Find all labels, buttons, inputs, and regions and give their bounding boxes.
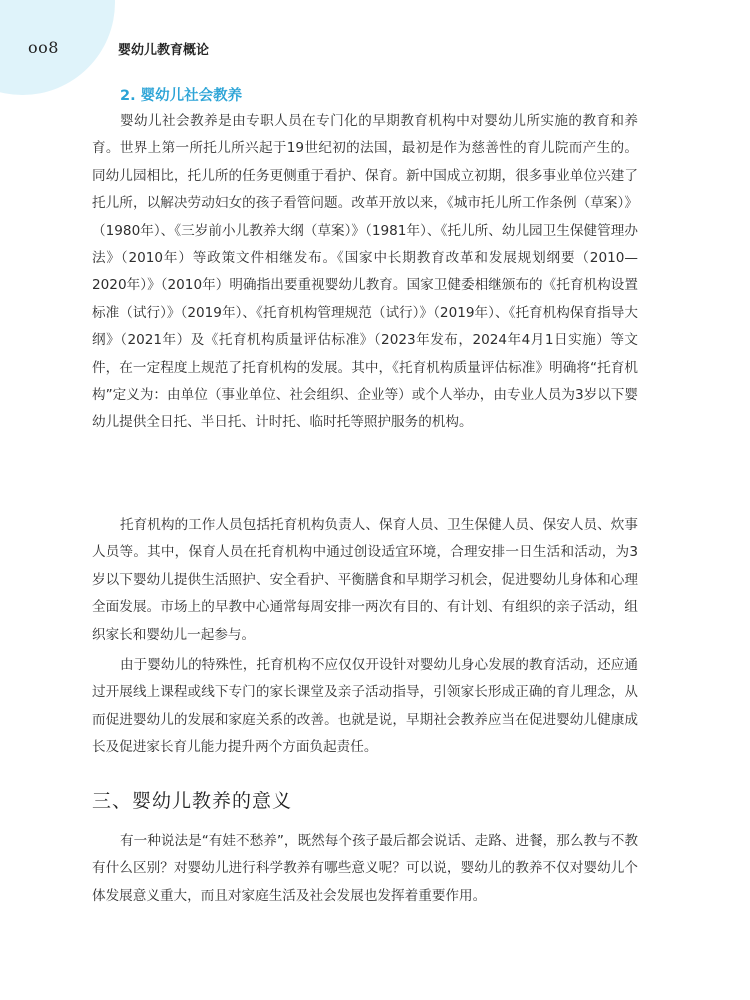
subsection-title: 2. 婴幼儿社会教养 xyxy=(120,88,243,104)
body-paragraph: 托育机构的工作人员包括托育机构负责人、保育人员、卫生保健人员、保安人员、炊事人员等。其中，保育人员在托育机构中通过创设适宜环境，合理安排一日生活和活动，为3岁以下婴幼儿提供生活照护、安全看护、平衡膳食和早期学习机会，促进婴幼儿身体和心理全面发展。市场上的早教中心通常每周安排一两次有目的、有计划、有组织的亲子活动，组织家长和婴幼儿一起参与。 xyxy=(92,517,638,643)
section-paragraph: 有一种说法是“有娃不愁养”，既然每个孩子最后都会说话、走路、进餐，那么教与不教有什么区别？对婴幼儿进行科学教养有哪些意义呢？可以说，婴幼儿的教养不仅对婴幼儿个体发展意义重大，而且对家庭生活及社会发展也发挥着重要作用。 xyxy=(92,833,638,904)
body-paragraph: 由于婴幼儿的特殊性，托育机构不应仅仅开设针对婴幼儿身心发展的教育活动，还应通过开展线上课程或线下专门的家长课堂及亲子活动指导，引领家长形成正确的育儿理念，从而促进婴幼儿的发展和家庭关系的改善。也就是说，早期社会教养应当在促进婴幼儿健康成长及促进家长育儿能力提升两个方面负起责任。 xyxy=(92,657,638,756)
running-head-title: 婴幼儿教育概论 xyxy=(118,43,210,58)
body-paragraph: 婴幼儿社会教养是由专职人员在专门化的早期教育机构中对婴幼儿所实施的教育和养育。世界上第一所托儿所兴起于19世纪初的法国，最初是作为慈善性的育儿院而产生的。同幼儿园相比，托儿所的任务更侧重于看护、保育。新中国成立初期，很多事业单位兴建了托儿所，以解决劳动妇女的孩子看管问题。改革开放以来，《城市托儿所工作条例（草案）》（1980年）、《三岁前小儿教养大纲（草案）》（1981年）、《托儿所、幼儿园卫生保健管理办法》（2010年）等政策文件相继发布。《国家中长期教育改革和发展规划纲要（2010—2020年）》（2010年）明确指出要重视婴幼儿教育。国家卫健委相继颁布的《托育机构设置标准（试行）》（2019年）、《托育机构管理规范（试行）》（2019年）、《托育机构保育指导大纲》（2021年）及《托育机构质量评估标准》（2023年发布，2024年4月1日实施）等文件，在一定程度上规范了托育机构的发展。其中，《托育机构质量评估标准》明确将“托育机构”定义为：由单位（事业单位、社会组织、企业等）或个人举办，由专业人员为3岁以下婴幼儿提供全日托、半日托、计时托、临时托等照护服务的机构。 xyxy=(92,113,638,431)
section-heading: 三、婴幼儿教养的意义 xyxy=(92,790,293,812)
page-number: oo8 xyxy=(28,38,59,57)
